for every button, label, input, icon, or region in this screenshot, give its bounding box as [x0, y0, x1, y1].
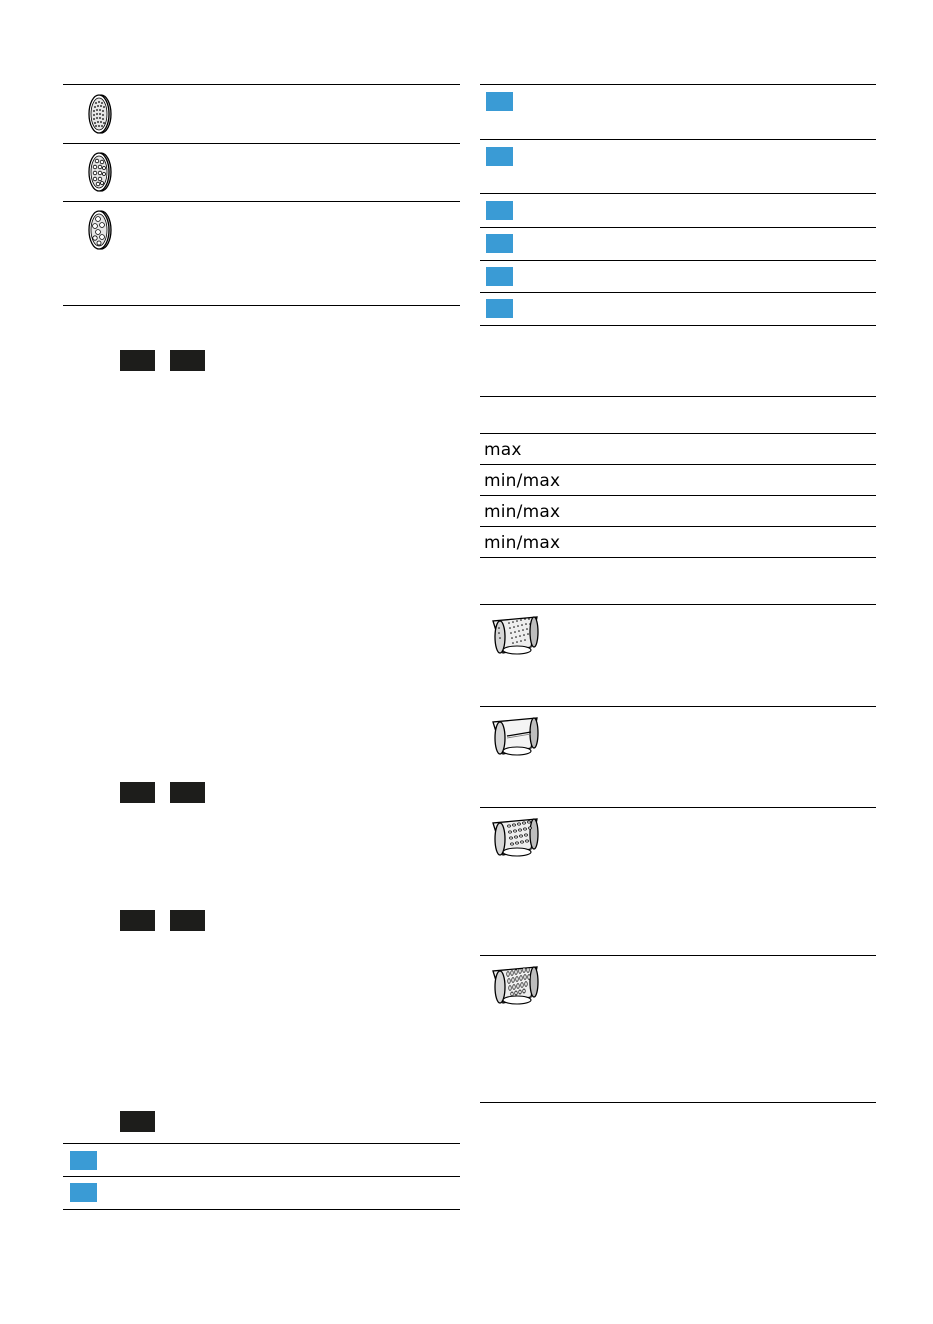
marker-table-row-rule — [480, 292, 876, 293]
setting-value: min/max — [484, 533, 561, 553]
settings-table-top-rule — [480, 396, 876, 397]
blue-marker — [486, 234, 513, 253]
settings-table-bottom-rule — [480, 557, 876, 558]
step-marker — [170, 782, 205, 803]
marker-table-row-rule — [480, 227, 876, 228]
disc-table-row-rule — [63, 143, 460, 144]
step-marker — [170, 910, 205, 931]
list-row-rule — [63, 1176, 460, 1177]
blue-marker — [486, 267, 513, 286]
list-row-rule — [63, 1209, 460, 1210]
perforated-disc-fine-icon — [86, 92, 114, 136]
drum-table-top-rule — [480, 604, 876, 605]
step-marker — [170, 350, 205, 371]
drum-table-row-rule — [480, 706, 876, 707]
slicing-drum-icon — [487, 712, 543, 760]
settings-table-row-rule — [480, 526, 876, 527]
marker-table-row-rule — [480, 193, 876, 194]
step-marker — [120, 350, 155, 371]
blue-marker — [486, 299, 513, 318]
step-marker — [120, 1111, 155, 1132]
list-row-rule — [63, 1143, 460, 1144]
drum-table-bottom-rule — [480, 1102, 876, 1103]
marker-table-row-rule — [480, 260, 876, 261]
blue-marker — [486, 201, 513, 220]
settings-table-row-rule — [480, 433, 876, 434]
settings-table-row-rule — [480, 495, 876, 496]
blue-marker — [486, 92, 513, 111]
marker-table-row-rule — [480, 139, 876, 140]
disc-table-bottom-rule — [63, 305, 460, 306]
step-marker — [120, 910, 155, 931]
disc-table-top-rule — [63, 84, 460, 85]
disc-table-row-rule — [63, 201, 460, 202]
drum-table-row-rule — [480, 807, 876, 808]
perforated-disc-coarse-icon — [86, 208, 114, 252]
setting-value: max — [484, 440, 522, 460]
marker-table-top-rule — [480, 84, 876, 85]
perforated-disc-medium-icon — [86, 150, 114, 194]
blue-marker — [486, 147, 513, 166]
grating-drum-coarse-icon — [487, 961, 543, 1009]
grating-drum-fine-icon — [487, 611, 543, 659]
drum-table-row-rule — [480, 955, 876, 956]
blue-marker — [70, 1151, 97, 1170]
grating-drum-medium-icon — [487, 813, 543, 861]
setting-value: min/max — [484, 471, 561, 491]
marker-table-bottom-rule — [480, 325, 876, 326]
blue-marker — [70, 1183, 97, 1202]
step-marker — [120, 782, 155, 803]
settings-table-row-rule — [480, 464, 876, 465]
setting-value: min/max — [484, 502, 561, 522]
